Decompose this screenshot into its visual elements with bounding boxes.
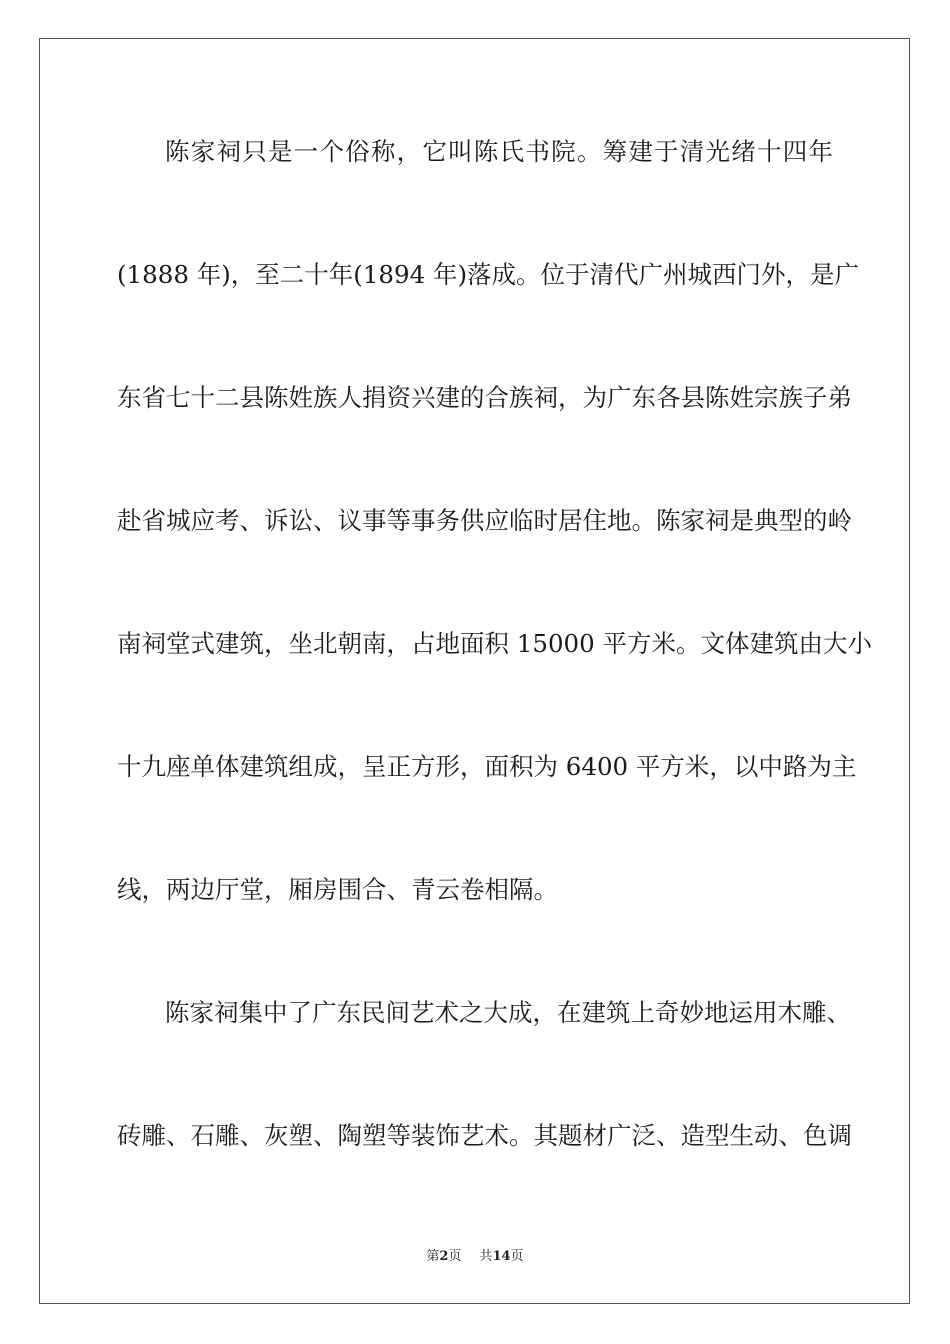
total-pages: 14 [492, 1249, 511, 1264]
paragraph-2-line-2: 砖雕、石雕、灰塑、陶塑等装饰艺术。其题材广泛、造型生动、色调 [117, 1121, 852, 1150]
paragraph-1-line-4: 赴省城应考、诉讼、议事等事务供应临时居住地。陈家祠是典型的岭 [117, 506, 852, 535]
paragraph-2-line-1: 陈家祠集中了广东民间艺术之大成，在建筑上奇妙地运用木雕、 [165, 998, 851, 1027]
page-prefix: 第 [426, 1249, 440, 1264]
page-suffix: 页 [448, 1249, 462, 1264]
paragraph-1-line-1: 陈家祠只是一个俗称，它叫陈氏书院。筹建于清光绪十四年 [165, 137, 833, 166]
paragraph-1-line-6: 十九座单体建筑组成，呈正方形，面积为 6400 平方米，以中路为主 [117, 752, 857, 781]
paragraph-1-line-2: (1888 年)，至二十年(1894 年)落成。位于清代广州城西门外，是广 [117, 260, 860, 289]
paragraph-1-line-5: 南祠堂式建筑，坐北朝南，占地面积 15000 平方米。文体建筑由大小 [117, 629, 873, 658]
page-number: 2 [439, 1249, 449, 1264]
page-border [39, 38, 910, 1304]
total-suffix: 页 [510, 1249, 524, 1264]
paragraph-1-line-3: 东省七十二县陈姓族人捐资兴建的合族祠，为广东各县陈姓宗族子弟 [117, 383, 852, 412]
total-prefix: 共 [479, 1249, 493, 1264]
page-footer [0, 1248, 950, 1266]
paragraph-1-line-7: 线，两边厅堂，厢房围合、青云卷相隔。 [117, 875, 558, 904]
